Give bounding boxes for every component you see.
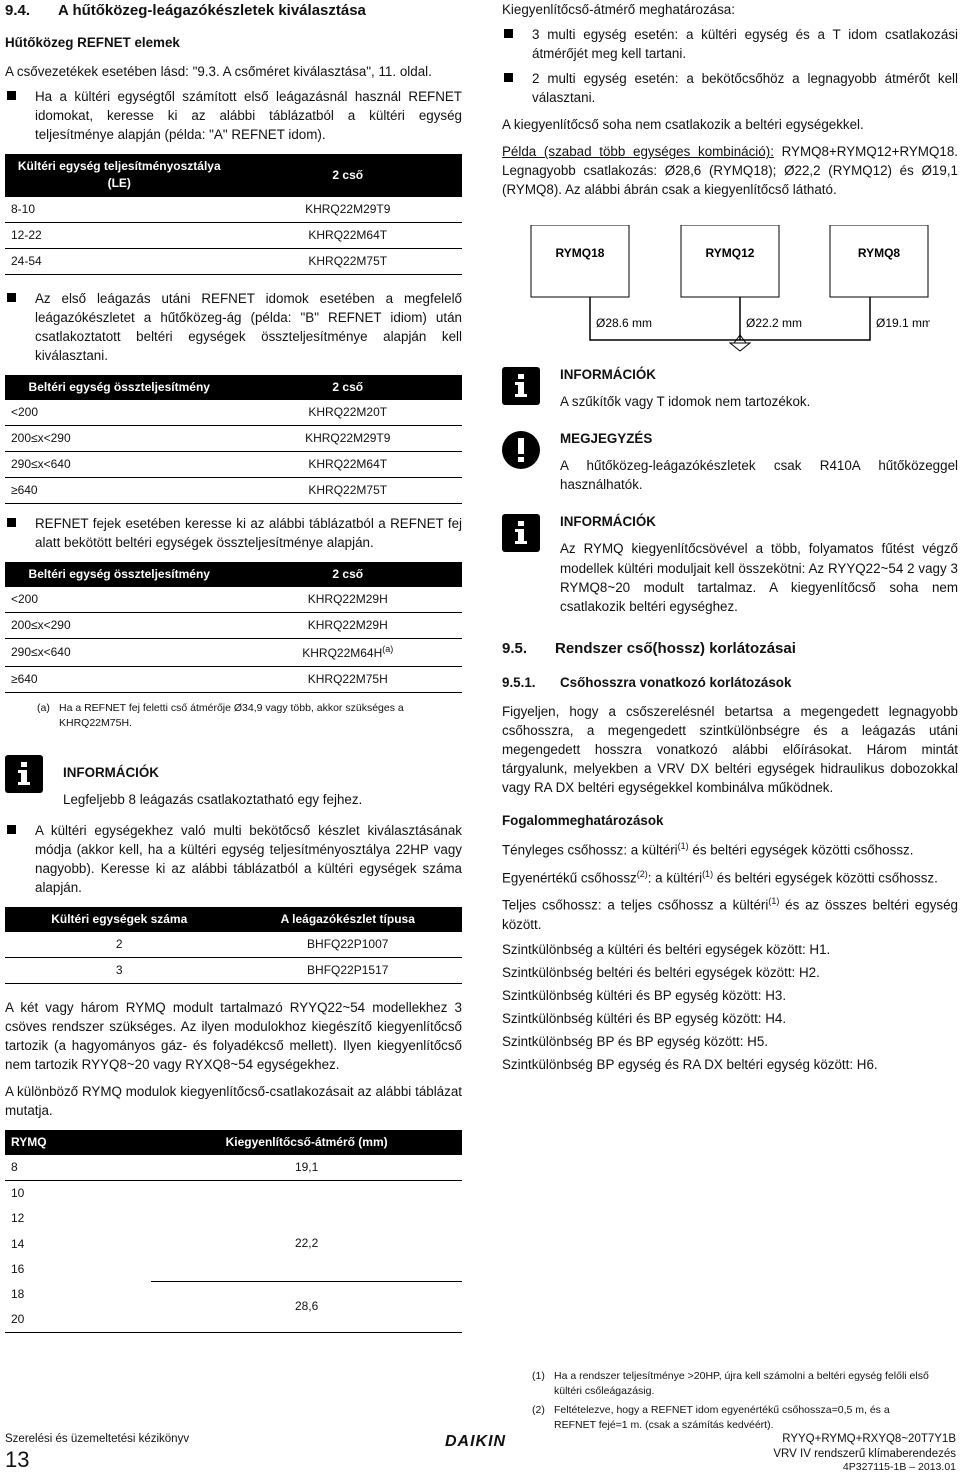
warning-icon bbox=[502, 431, 540, 469]
para-3pipe: A két vagy három RYMQ modult tartalmazó RYYQ22~54 modellekhez 3 csöves rendszer szükséges. Az ilyen modulokhoz kiegészítő kiegyenlítőcső tartozik (a hagyományos gáz- és folyadékcső mellett). Ilyen kiegyenlítőcső nem tartozik RYYQ8~20 vagy RYXQ8~54 egységekhez. bbox=[5, 1000, 462, 1073]
bullet-3: REFNET fejek esetében keresse ki az alábbi táblázatból a REFNET fej alatt bekötött beltéri egységek összteljesítménye alapján. bbox=[5, 514, 462, 552]
info-box-3: INFORMÁCIÓK Az RYMQ kiegyenlítőcsövével a több, folyamatos fűtést végző modellek kültéri moduljait kell összekötni: Az RYYQ22~54 2 vagy 3 RYMQ8~20 modult tartalmaz. A kiegyenlítőcső soha nem csatlakozik beltéri egységhez. bbox=[502, 512, 958, 615]
table-row: 16 bbox=[11, 1261, 25, 1276]
manual-title: Szerelési és üzemeltetési kézikönyv bbox=[5, 1433, 190, 1445]
unit-rymq12: RYMQ12 bbox=[705, 246, 755, 261]
intro-text: A csővezetékek esetében lásd: "9.3. A csőméret kiválasztása", 11. oldal. bbox=[5, 64, 432, 80]
dia-28: Ø28.6 mm bbox=[596, 316, 653, 331]
dia-19: Ø19.1 mm bbox=[876, 316, 930, 331]
unit-rymq8: RYMQ8 bbox=[857, 246, 901, 261]
warning-box: MEGJEGYZÉS A hűtőközeg-leágazókészletek csak R410A hűtőközeggel használhatók. bbox=[502, 429, 958, 494]
footer-code: 4P327115-1B – 2013.01 bbox=[842, 1461, 956, 1473]
footnote-a: (a) Ha a REFNET fej feletti cső átmérője Ø34,9 vagy több, akkor szükséges a KHRQ22M75H. bbox=[37, 702, 404, 730]
footer-series: VRV IV rendszerű klímaberendezés bbox=[773, 1448, 956, 1460]
table-rymq-diameter: RYMQ Kiegyenlítőcső-átmérő (mm) 8 19,1 10 12 22,2 14 16 18 28,6 20 bbox=[5, 1130, 462, 1332]
info-box-2: INFORMÁCIÓK A szűkítők vagy T idomok nem tartozékok. bbox=[502, 365, 958, 411]
bullet-4: A kültéri egységekhez való multi bekötőcső készlet kiválasztásának módja (akkor kell, ha a kültéri egység teljesítményosztálya 22HP vagy nagyobb). Keresse ki az alábbi táblázatból a kültéri egységek száma alapján. bbox=[5, 821, 462, 897]
info-icon bbox=[5, 755, 43, 793]
para-example: Példa (szabad több egységes kombináció): RYMQ8+RYMQ12+RYMQ18. Legnagyobb csatlakozás: Ø28,6 (RYMQ18); Ø22,2 (RYMQ12) és Ø19,1 (RYMQ8). Az alábbi ábrán csak a kiegyenlítőcső látható. bbox=[502, 144, 958, 198]
bullet-r1: 3 multi egység esetén: a kültéri egység és a T idom csatlakozási átmérőjét meg kell tartani. bbox=[502, 25, 958, 63]
bullet-r2: 2 multi egység esetén: a bekötőcsőhöz a legnagyobb átmérőt kell választani. bbox=[502, 69, 958, 107]
def-h6: Szintkülönbség BP egység és RA DX beltéri egység között: H6. bbox=[502, 1056, 878, 1072]
table-row: 8-10 KHRQ22M29T9 bbox=[5, 197, 462, 223]
sub-heading: Hűtőközeg REFNET elemek bbox=[5, 35, 180, 51]
table-row: ≥640 KHRQ22M75T bbox=[5, 477, 462, 503]
table-row: 20 bbox=[5, 1307, 462, 1333]
section-9-5-1: 9.5.1. Csőhosszra vonatkozó korlátozások bbox=[502, 674, 792, 690]
def-h4: Szintkülönbség kültéri és BP egység között: H4. bbox=[502, 1010, 787, 1026]
def-equivalent: Egyenértékű csőhossz$^{(2)}$: a kültéri$^{(1)}$ és beltéri egységek közötti csőhossz. bbox=[502, 868, 938, 886]
footnote-2: (2) Feltételezve, hogy a REFNET idom egyenértékű csőhossza=0,5 m, és a REFNET fejé=1 m. (csak a számítás kedvéért). bbox=[532, 1403, 890, 1431]
table-row: 290≤x<640 $KHRQ22M64H^{(a)}$ bbox=[5, 639, 462, 667]
table-outdoor-capacity: Kültéri egység teljesítményosztálya (LE) 2 cső 8-10 KHRQ22M29T9 12-22 KHRQ22M64T 24-54 KHRQ22M75T bbox=[5, 154, 462, 274]
unit-rymq18: RYMQ18 bbox=[555, 246, 605, 261]
def-total: Teljes csőhossz: a teljes csőhossz a kültéri$^{(1)}$ és az összes beltéri egység között. bbox=[502, 896, 958, 932]
table-refnet-header: Beltéri egység összteljesítmény 2 cső <200 KHRQ22M29H 200≤x<290 KHRQ22M29H 290≤x<640 $KHRQ22M64H^{(a)}$ ≥640 KHRQ22M75H bbox=[5, 562, 462, 693]
daikin-logo: DAIKIN bbox=[445, 1433, 507, 1450]
info-icon bbox=[502, 367, 540, 405]
table-row: 12 22,2 bbox=[5, 1206, 462, 1231]
table-row: ≥640 KHRQ22M75H bbox=[5, 667, 462, 693]
footnotes bbox=[532, 1365, 932, 1433]
section-heading: 9.4. A hűtőközeg-leágazókészletek kiválasztása bbox=[5, 2, 366, 19]
definitions-heading: Fogalommeghatározások bbox=[502, 813, 664, 829]
def-h1: Szintkülönbség a kültéri és beltéri egységek között: H1. bbox=[502, 941, 831, 957]
page-footer bbox=[0, 1428, 960, 1474]
table-row: 12-22 KHRQ22M64T bbox=[5, 222, 462, 248]
table-indoor-capacity: Beltéri egység összteljesítmény 2 cső <200 KHRQ22M20T 200≤x<290 KHRQ22M29T9 290≤x<640 KHRQ22M64T ≥640 KHRQ22M75T bbox=[5, 375, 462, 504]
left-column bbox=[5, 0, 462, 1333]
bullet-1: Ha a kültéri egységtől számított első leágazásnál használ REFNET idomokat, keresse ki az alábbi táblázatból a kültéri egység teljesítménye alapján (példa: "A" REFNET idom). bbox=[5, 87, 462, 144]
table-row: 200≤x<290 KHRQ22M29H bbox=[5, 613, 462, 639]
diameter-intro: Kiegyenlítőcső-átmérő meghatározása: bbox=[502, 2, 735, 17]
def-h5: Szintkülönbség BP és BP egység között: H5. bbox=[502, 1033, 768, 1049]
table-row: 290≤x<640 KHRQ22M64T bbox=[5, 451, 462, 477]
table-row: 8 19,1 bbox=[5, 1155, 462, 1181]
def-h2: Szintkülönbség beltéri és beltéri egységek között: H2. bbox=[502, 964, 820, 980]
table-outdoor-count: Kültéri egységek száma A leágazókészlet típusa 2 BHFQ22P1007 3 BHFQ22P1517 bbox=[5, 907, 462, 984]
diagram-svg bbox=[530, 225, 930, 355]
dia-22: Ø22.2 mm bbox=[746, 316, 803, 331]
table-row: <200 KHRQ22M29H bbox=[5, 587, 462, 613]
info-box-1: INFORMÁCIÓK Legfeljebb 8 leágazás csatlakoztatható egy fejhez. bbox=[5, 753, 462, 809]
table-row: <200 KHRQ22M20T bbox=[5, 400, 462, 426]
table-row: 10 bbox=[11, 1186, 25, 1201]
para-never-indoor: A kiegyenlítőcső soha nem csatlakozik a beltéri egységekkel. bbox=[502, 117, 864, 133]
table-row: 18 28,6 bbox=[5, 1282, 462, 1307]
right-column bbox=[502, 0, 958, 1431]
para-rymq: A különböző RYMQ modulok kiegyenlítőcső-csatlakozásait az alábbi táblázat mutatja. bbox=[5, 1084, 462, 1119]
def-h3: Szintkülönbség kültéri és BP egység között: H3. bbox=[502, 987, 787, 1003]
footnote-1: (1) Ha a rendszer teljesítménye >20HP, újra kell számolni a beltéri egység felőli első kültéri csőleágazásig. bbox=[532, 1370, 929, 1397]
table-row: 24-54 KHRQ22M75T bbox=[5, 248, 462, 274]
info-icon bbox=[502, 514, 540, 552]
page-number: 13 bbox=[5, 1447, 30, 1472]
def-actual: Tényleges csőhossz: a kültéri$^{(1)}$ és beltéri egységek közötti csőhossz. bbox=[502, 841, 914, 858]
table-row: 200≤x<290 KHRQ22M29T9 bbox=[5, 425, 462, 451]
table-row: 3 BHFQ22P1517 bbox=[5, 958, 462, 984]
para-limits: Figyeljen, hogy a csőszerelésnél betartsa a megengedett legnagyobb csőhosszra, a megengedett szintkülönbségre és a leágazás utáni megengedett hosszra vonatkozó alábbi előírásokat. Három mintát tárgyalunk, melyekben a VRV DX beltéri egységek hidraulikus dobozokkal vagy RA DX beltéri egységekkel kombinálva működnek. bbox=[502, 703, 958, 796]
bullet-2: Az első leágazás utáni REFNET idomok esetében a megfelelő leágazókészletet a hűtőközeg-ág (példa: "B" REFNET idiom) után csatlakoztatott beltéri egységek összteljesítménye alapján kell kiválasztani. bbox=[5, 289, 462, 365]
table-row: 14 bbox=[11, 1236, 25, 1251]
equalizer-diagram bbox=[530, 225, 930, 355]
section-9-5: 9.5. Rendszer cső(hossz) korlátozásai bbox=[502, 639, 796, 657]
table-row: 2 BHFQ22P1007 bbox=[5, 932, 462, 958]
footer-model: RYYQ+RYMQ+RXYQ8~20T7Y1B bbox=[782, 1433, 956, 1445]
